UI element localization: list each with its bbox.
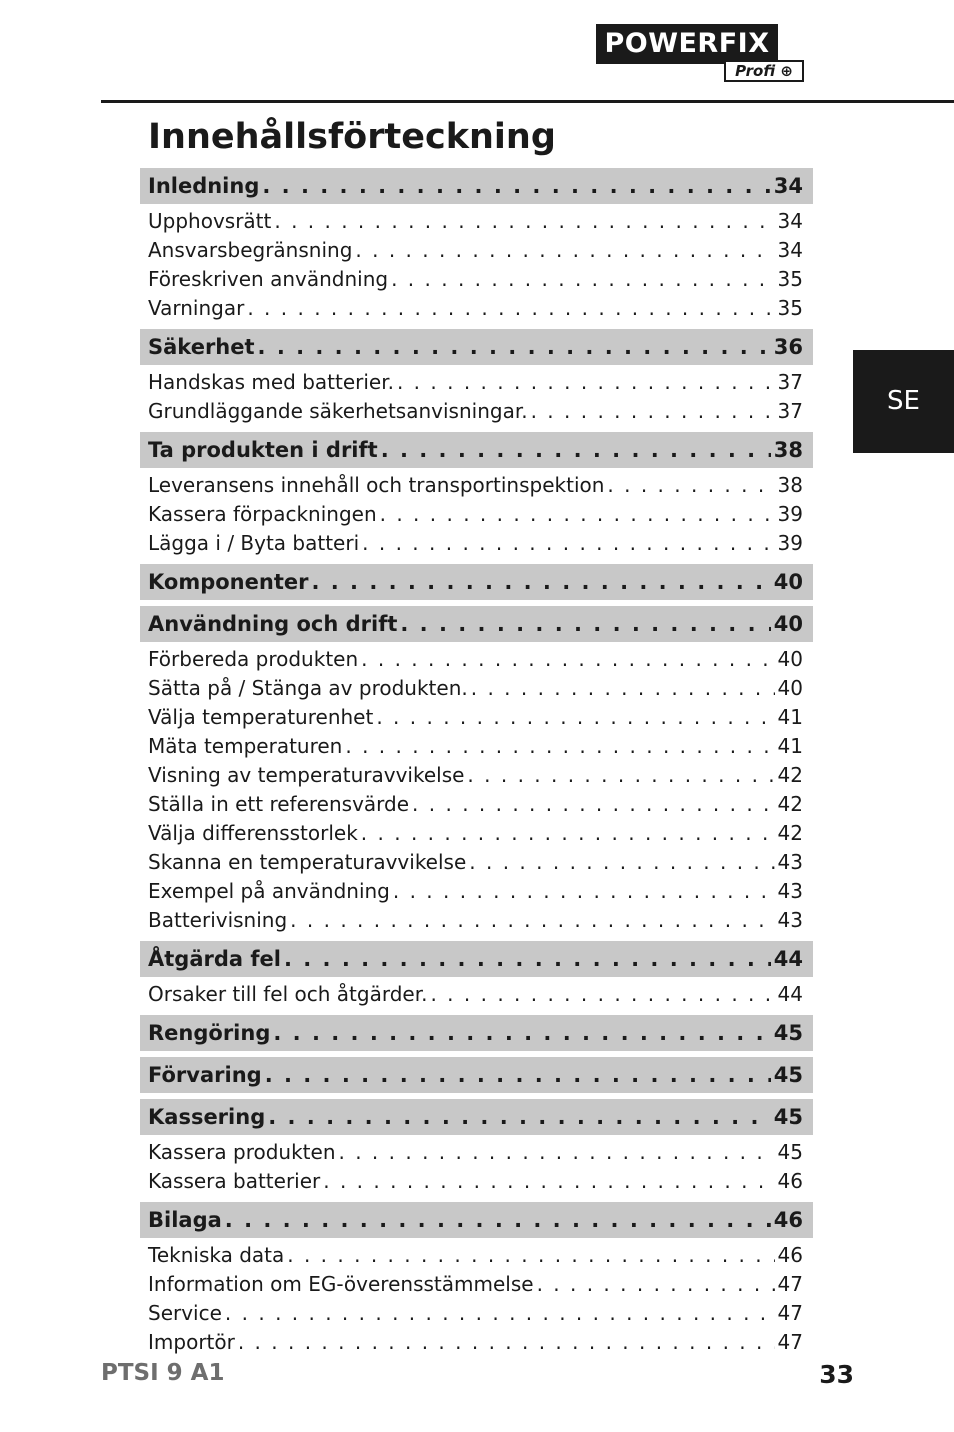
dot-leader [225, 1202, 771, 1238]
toc-entry-title: Kassera produkten [148, 1140, 336, 1164]
toc-section-title: Säkerhet [148, 335, 255, 359]
toc-section-page: 34 [773, 174, 803, 198]
dot-leader [323, 1167, 774, 1196]
toc-entry-page: 42 [777, 821, 803, 845]
toc-entry[interactable] [140, 877, 813, 906]
toc-entry[interactable] [140, 397, 813, 426]
toc-entry-page: 43 [777, 879, 803, 903]
table-of-contents [140, 168, 813, 1357]
toc-entry-page: 37 [777, 370, 803, 394]
toc-section-page: 36 [773, 335, 803, 359]
toc-entry-title: Ansvarsbegränsning [148, 238, 353, 262]
toc-entry-page: 39 [777, 502, 803, 526]
toc-entry[interactable] [140, 906, 813, 935]
toc-entry[interactable] [140, 761, 813, 790]
dot-leader [339, 1138, 775, 1167]
toc-entry-page: 46 [777, 1169, 803, 1193]
toc-entry-page: 42 [777, 763, 803, 787]
dot-leader [362, 529, 774, 558]
toc-section-page: 38 [773, 438, 803, 462]
toc-section[interactable] [140, 1202, 813, 1238]
toc-entry[interactable] [140, 790, 813, 819]
toc-section[interactable] [140, 1015, 813, 1051]
toc-section-title: Ta produkten i drift [148, 438, 378, 462]
toc-section-page: 45 [773, 1063, 803, 1087]
toc-entry-title: Grundläggande säkerhetsanvisningar. [148, 399, 528, 423]
toc-entry[interactable] [140, 645, 813, 674]
dot-leader [391, 265, 774, 294]
dot-leader [397, 368, 775, 397]
toc-entry-page: 42 [777, 792, 803, 816]
dot-leader [469, 848, 774, 877]
toc-entry-page: 34 [777, 209, 803, 233]
toc-section[interactable] [140, 941, 813, 977]
toc-entry-title: Kassera förpackningen [148, 502, 377, 526]
toc-section-title: Inledning [148, 174, 260, 198]
toc-entry[interactable] [140, 703, 813, 732]
toc-entry-title: Batterivisning [148, 908, 288, 932]
dot-leader [531, 397, 775, 426]
toc-section-title: Användning och drift [148, 612, 398, 636]
toc-entry[interactable] [140, 236, 813, 265]
toc-entry[interactable] [140, 819, 813, 848]
toc-section[interactable] [140, 1057, 813, 1093]
toc-entry[interactable] [140, 529, 813, 558]
toc-section-title: Åtgärda fel [148, 947, 281, 971]
toc-entry-title: Mäta temperaturen [148, 734, 343, 758]
toc-entry-title: Visning av temperaturavvikelse [148, 763, 465, 787]
page-title: Innehållsförteckning [148, 117, 556, 157]
toc-entry[interactable] [140, 1299, 813, 1328]
dot-leader [262, 168, 770, 204]
toc-entry-page: 43 [777, 908, 803, 932]
powerfix-logo [596, 24, 808, 84]
dot-leader [287, 1241, 774, 1270]
toc-entry[interactable] [140, 980, 813, 1009]
toc-entry-title: Exempel på användning [148, 879, 390, 903]
toc-entry-title: Information om EG-överensstämmelse [148, 1272, 534, 1296]
toc-entry-page: 47 [777, 1301, 803, 1325]
toc-section[interactable] [140, 606, 813, 642]
dot-leader [311, 564, 770, 600]
dot-leader [238, 1328, 775, 1357]
dot-leader [268, 1099, 771, 1135]
toc-entry-title: Lägga i / Byta batteri [148, 531, 360, 555]
footer-model-number: PTSI 9 A1 [101, 1360, 225, 1386]
toc-entry[interactable] [140, 1328, 813, 1357]
dot-leader [537, 1270, 775, 1299]
toc-entry-title: Förbereda produkten [148, 647, 359, 671]
dot-leader [471, 674, 775, 703]
toc-entry-title: Sätta på / Stänga av produkten. [148, 676, 468, 700]
toc-entry-page: 41 [777, 734, 803, 758]
dot-leader [393, 877, 775, 906]
toc-entry-title: Importör [148, 1330, 235, 1354]
dot-leader [607, 471, 774, 500]
dot-leader [274, 207, 774, 236]
toc-entry-page: 45 [777, 1140, 803, 1164]
language-tab: SE [853, 350, 954, 453]
dot-leader [345, 732, 774, 761]
toc-entry-title: Välja differensstorlek [148, 821, 358, 845]
toc-entry-page: 47 [777, 1272, 803, 1296]
toc-entry[interactable] [140, 1270, 813, 1299]
dot-leader [290, 906, 774, 935]
toc-entry-title: Handskas med batterier. [148, 370, 394, 394]
toc-entry-title: Upphovsrätt [148, 209, 272, 233]
dot-leader [380, 500, 775, 529]
toc-section-title: Rengöring [148, 1021, 271, 1045]
dot-leader [284, 941, 771, 977]
toc-entry-page: 37 [777, 399, 803, 423]
toc-entry[interactable] [140, 265, 813, 294]
toc-entry-title: Varningar [148, 296, 245, 320]
toc-section-page: 45 [773, 1021, 803, 1045]
toc-section-title: Komponenter [148, 570, 309, 594]
toc-entry[interactable] [140, 1241, 813, 1270]
toc-entry-page: 44 [777, 982, 803, 1006]
dot-leader [361, 645, 774, 674]
toc-entry[interactable] [140, 294, 813, 323]
toc-entry-title: Kassera batterier [148, 1169, 321, 1193]
dot-leader [467, 761, 774, 790]
toc-entry-title: Service [148, 1301, 222, 1325]
toc-entry-page: 35 [777, 267, 803, 291]
dot-leader [361, 819, 775, 848]
toc-section-title: Kassering [148, 1105, 266, 1129]
toc-entry[interactable] [140, 471, 813, 500]
dot-leader [225, 1299, 775, 1328]
dot-leader [412, 790, 775, 819]
toc-section-page: 40 [773, 612, 803, 636]
toc-entry-title: Leveransens innehåll och transportinspektion [148, 473, 605, 497]
toc-entry-title: Föreskriven användning [148, 267, 389, 291]
toc-entry-page: 35 [777, 296, 803, 320]
toc-entry-page: 38 [777, 473, 803, 497]
toc-section[interactable] [140, 168, 813, 204]
toc-entry[interactable] [140, 848, 813, 877]
toc-entry[interactable] [140, 674, 813, 703]
toc-entry-page: 40 [777, 647, 803, 671]
toc-entry-page: 46 [777, 1243, 803, 1267]
toc-entry-page: 43 [777, 850, 803, 874]
toc-entry[interactable] [140, 1138, 813, 1167]
toc-entry-page: 40 [777, 676, 803, 700]
toc-section[interactable] [140, 564, 813, 600]
toc-entry[interactable] [140, 368, 813, 397]
toc-entry-title: Skanna en temperaturavvikelse [148, 850, 467, 874]
toc-section-page: 44 [773, 947, 803, 971]
dot-leader [355, 236, 774, 265]
dot-leader [258, 329, 771, 365]
toc-section[interactable] [140, 1099, 813, 1135]
toc-entry-title: Ställa in ett referensvärde [148, 792, 410, 816]
toc-entry-page: 39 [777, 531, 803, 555]
dot-leader [430, 980, 774, 1009]
dot-leader [247, 294, 774, 323]
dot-leader [400, 606, 770, 642]
toc-section-page: 40 [773, 570, 803, 594]
header-rule [101, 100, 954, 103]
dot-leader [273, 1015, 770, 1051]
toc-entry[interactable] [140, 1167, 813, 1196]
toc-section-page: 46 [773, 1208, 803, 1232]
toc-section[interactable] [140, 329, 813, 365]
toc-entry[interactable] [140, 500, 813, 529]
toc-section-page: 45 [773, 1105, 803, 1129]
toc-entry-page: 47 [777, 1330, 803, 1354]
toc-entry[interactable] [140, 732, 813, 761]
toc-section[interactable] [140, 432, 813, 468]
dot-leader [381, 432, 771, 468]
logo-wordmark: POWERFIX [596, 24, 778, 64]
toc-entry-title: Orsaker till fel och åtgärder. [148, 982, 428, 1006]
logo-profi-badge: Profi ⊕ [724, 60, 804, 82]
toc-entry-page: 41 [777, 705, 803, 729]
toc-entry[interactable] [140, 207, 813, 236]
footer-page-number: 33 [819, 1360, 854, 1389]
toc-section-title: Förvaring [148, 1063, 262, 1087]
toc-entry-title: Välja temperaturenhet [148, 705, 374, 729]
logo-registered-mark: ® [768, 24, 777, 34]
dot-leader [376, 703, 774, 732]
toc-section-title: Bilaga [148, 1208, 222, 1232]
dot-leader [265, 1057, 771, 1093]
toc-entry-title: Tekniska data [148, 1243, 285, 1267]
toc-entry-page: 34 [777, 238, 803, 262]
